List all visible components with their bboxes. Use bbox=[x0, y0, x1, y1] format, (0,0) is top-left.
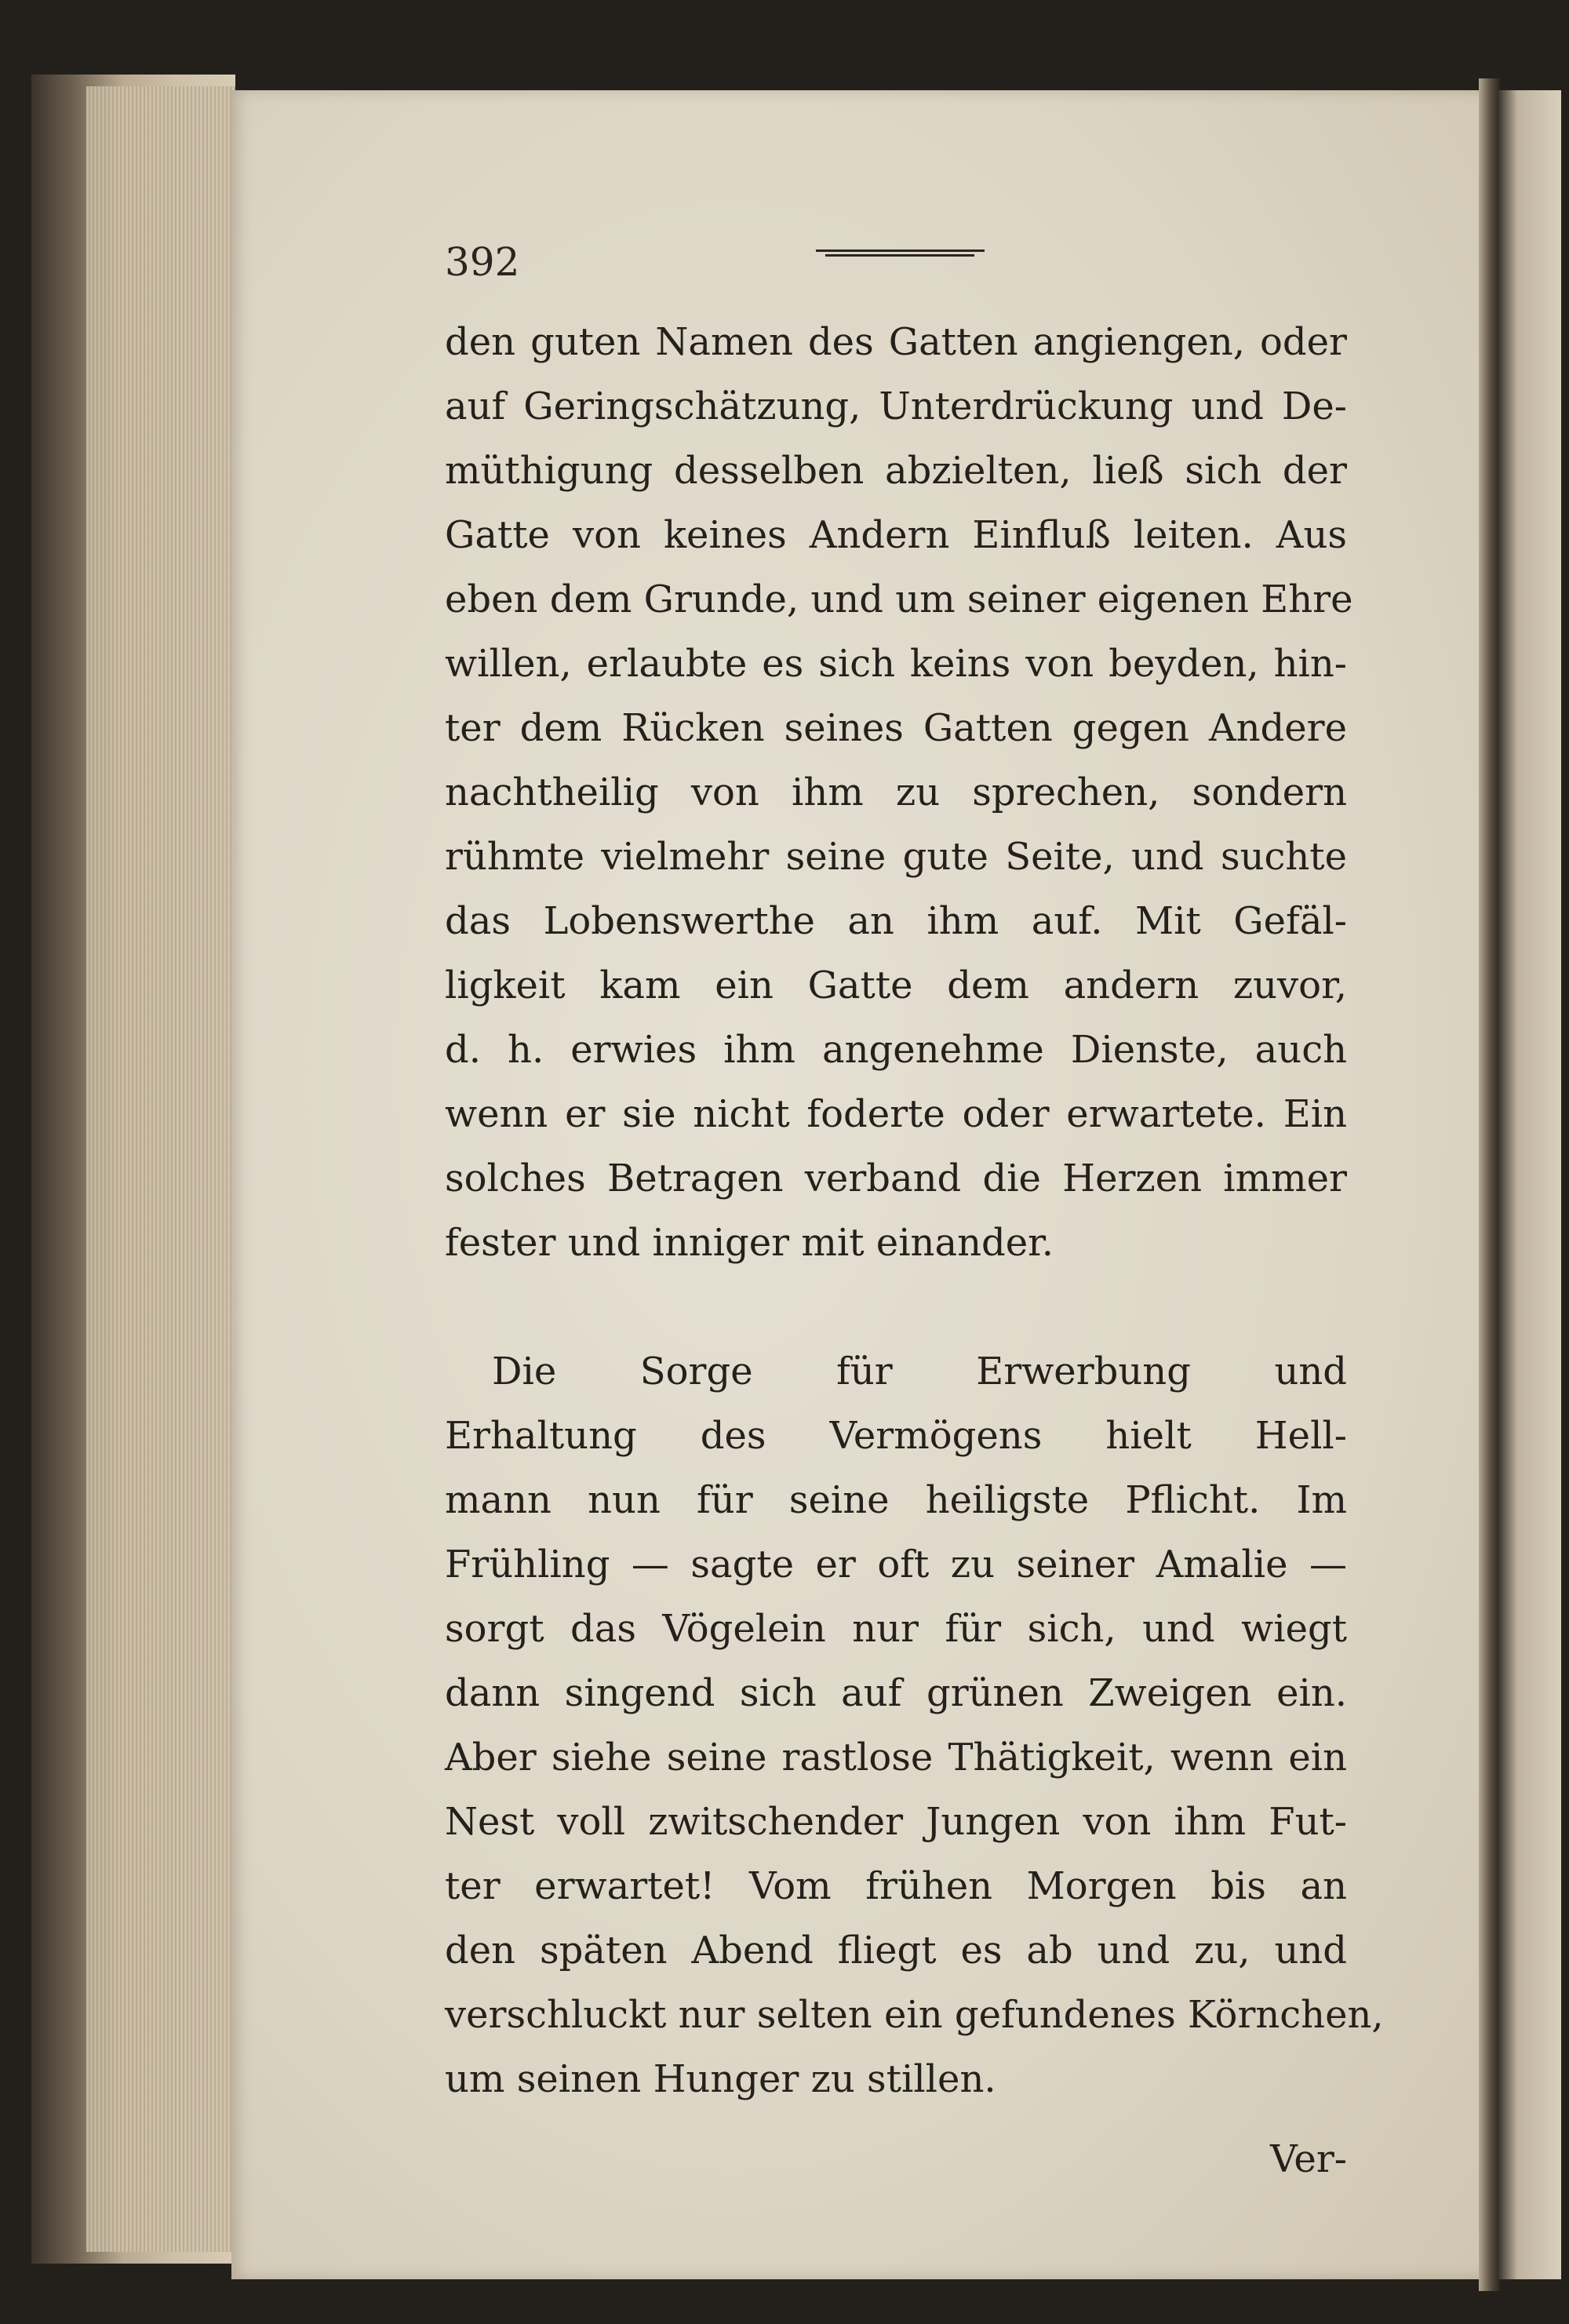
text-line: willen, erlaubte es sich keins von beyden, hin- bbox=[445, 642, 1347, 686]
text-line: fester und inniger mit einander. bbox=[445, 1221, 1054, 1265]
text-line: Aber siehe seine rastlose Thätigkeit, wenn ein bbox=[445, 1736, 1347, 1779]
text-line: den späten Abend fliegt es ab und zu, und bbox=[445, 1929, 1347, 1972]
text-line: mann nun für seine heiligste Pflicht. Im bbox=[445, 1478, 1347, 1522]
text-line: eben dem Grunde, und um seiner eigenen Ehre bbox=[445, 577, 1353, 621]
text-line: ter erwartet! Vom frühen Morgen bis an bbox=[445, 1864, 1347, 1908]
text-line: den guten Namen des Gatten angiengen, oder bbox=[445, 320, 1347, 364]
text-line: rühmte vielmehr seine gute Seite, und suchte bbox=[445, 835, 1347, 879]
text-line: Gatte von keines Andern Einfluß leiten. Aus bbox=[445, 513, 1347, 557]
text-line: Frühling — sagte er oft zu seiner Amalie — bbox=[445, 1543, 1347, 1586]
text-line: ligkeit kam ein Gatte dem andern zuvor, bbox=[445, 963, 1347, 1007]
text-line: Nest voll zwitschender Jungen von ihm Fut- bbox=[445, 1800, 1347, 1844]
header-rule bbox=[816, 250, 985, 262]
text-line: sorgt das Vögelein nur für sich, und wiegt bbox=[445, 1607, 1347, 1651]
text-line: solches Betragen verband die Herzen immer bbox=[445, 1157, 1347, 1200]
text-line: verschluckt nur selten ein gefundenes Körnchen, bbox=[445, 1993, 1384, 2037]
text-line: um seinen Hunger zu stillen. bbox=[445, 2057, 996, 2101]
text-line: Erhaltung des Vermögens hielt Hell- bbox=[445, 1414, 1347, 1458]
text-line: das Lobenswerthe an ihm auf. Mit Gefäl- bbox=[445, 899, 1347, 943]
text-line: wenn er sie nicht foderte oder erwartete. Ein bbox=[445, 1092, 1347, 1136]
text-line: ter dem Rücken seines Gatten gegen Andere bbox=[445, 706, 1347, 750]
facing-page-edge bbox=[1498, 90, 1561, 2279]
page-text bbox=[445, 310, 1384, 2191]
text-line: d. h. erwies ihm angenehme Dienste, auch bbox=[445, 1028, 1347, 1072]
text-line: dann singend sich auf grünen Zweigen ein. bbox=[445, 1671, 1347, 1715]
catchword: Ver- bbox=[1270, 2137, 1347, 2181]
page-stack-edge bbox=[86, 86, 235, 2252]
text-line: müthigung desselben abzielten, ließ sich der bbox=[445, 449, 1347, 493]
text-line: auf Geringschätzung, Unterdrückung und De- bbox=[445, 384, 1347, 428]
text-line: nachtheilig von ihm zu sprechen, sondern bbox=[445, 770, 1347, 814]
page-number: 392 bbox=[445, 239, 520, 285]
text-line: Die Sorge für Erwerbung und bbox=[492, 1350, 1347, 1393]
